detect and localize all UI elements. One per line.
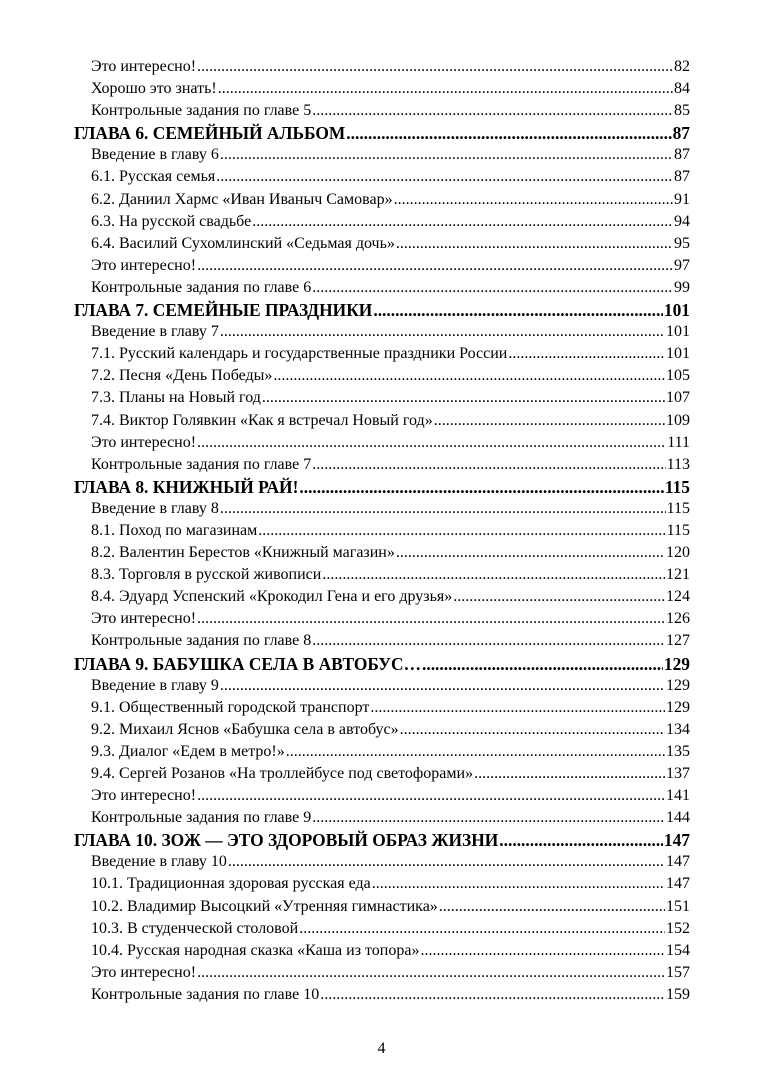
toc-page-number: 94 xyxy=(674,212,690,230)
toc-entry[interactable] xyxy=(74,962,690,984)
toc-title: Хорошо это знать! xyxy=(91,80,217,98)
dot-leader xyxy=(197,962,665,984)
toc-entry[interactable] xyxy=(74,78,690,100)
dot-leader xyxy=(220,321,665,343)
toc-page-number: 135 xyxy=(666,742,690,760)
toc-entry[interactable] xyxy=(74,851,690,873)
toc-entry[interactable] xyxy=(74,675,690,697)
toc-page-number: 137 xyxy=(666,765,690,782)
toc-title: Введение в главу 7 xyxy=(91,323,219,341)
toc-title: 9.1. Общественный городской транспорт xyxy=(91,698,370,716)
toc-title: 6.4. Василий Сухомлинский «Седьмая дочь» xyxy=(91,234,395,252)
toc-entry[interactable] xyxy=(74,807,690,829)
toc-page-number: 87 xyxy=(674,168,690,186)
toc-page-number: 115 xyxy=(664,476,690,497)
toc-entry[interactable] xyxy=(74,630,690,652)
toc-page-number: 151 xyxy=(666,897,690,915)
toc-entry[interactable] xyxy=(74,277,690,299)
toc-page-number: 127 xyxy=(666,632,690,650)
toc-page-number: 113 xyxy=(666,455,690,473)
dot-leader xyxy=(346,122,671,144)
toc-entry[interactable] xyxy=(74,763,690,785)
dot-leader xyxy=(422,653,663,675)
dot-leader xyxy=(474,763,665,785)
toc-page-number: 115 xyxy=(666,499,690,517)
dot-leader xyxy=(258,520,665,542)
dot-leader xyxy=(197,608,665,630)
toc-entry[interactable] xyxy=(74,410,690,432)
toc-page-number: 141 xyxy=(666,787,690,805)
dot-leader xyxy=(299,476,663,498)
dot-leader xyxy=(262,387,665,409)
toc-page-number: 91 xyxy=(674,190,690,208)
dot-leader xyxy=(197,56,673,78)
toc-title: Введение в главу 10 xyxy=(91,853,227,871)
dot-leader xyxy=(370,697,665,719)
toc-title: 6.2. Даниил Хармс «Иван Иваныч Самовар» xyxy=(91,190,393,208)
toc-title: Это интересно! xyxy=(91,433,197,451)
toc-entry[interactable] xyxy=(74,741,690,763)
toc-page-number: 121 xyxy=(666,566,690,584)
dot-leader xyxy=(499,829,663,851)
toc-title: ГЛАВА 10. ЗОЖ — ЭТО ЗДОРОВЫЙ ОБРАЗ ЖИЗНИ xyxy=(74,830,499,851)
toc-page-number: 115 xyxy=(666,521,690,539)
dot-leader xyxy=(320,984,665,1006)
toc-title: 9.2. Михаил Яснов «Бабушка села в автобус» xyxy=(91,720,399,738)
toc-title: Контрольные задания по главе 9 xyxy=(91,809,312,827)
toc-page-number: 82 xyxy=(674,58,690,75)
toc-entry[interactable] xyxy=(74,255,690,277)
table-of-contents xyxy=(74,56,690,1006)
toc-title: ГЛАВА 6. СЕМЕЙНЫЙ АЛЬБОМ xyxy=(74,123,346,144)
toc-entry[interactable] xyxy=(74,719,690,741)
dot-leader xyxy=(312,277,673,299)
toc-entry[interactable] xyxy=(74,984,690,1006)
toc-page-number: 134 xyxy=(666,720,690,738)
toc-title: ГЛАВА 7. СЕМЕЙНЫЕ ПРАЗДНИКИ xyxy=(74,300,373,321)
toc-title: 10.3. В студенческой столовой xyxy=(91,919,299,937)
toc-title: Это интересно! xyxy=(91,256,197,274)
toc-entry[interactable] xyxy=(74,896,690,918)
toc-entry[interactable] xyxy=(74,56,690,78)
toc-page-number: 109 xyxy=(666,411,690,429)
toc-entry[interactable] xyxy=(74,454,690,476)
dot-leader xyxy=(439,896,665,918)
toc-page-number: 111 xyxy=(667,433,690,451)
dot-leader xyxy=(434,410,665,432)
toc-title: 7.2. Песня «День Победы» xyxy=(91,367,273,385)
dot-leader xyxy=(197,255,673,277)
toc-chapter-heading[interactable] xyxy=(74,299,690,321)
toc-title: Это интересно! xyxy=(91,963,197,981)
toc-title: 7.4. Виктор Голявкин «Как я встречал Новый год» xyxy=(91,411,433,429)
toc-page-number: 99 xyxy=(674,278,690,296)
dot-leader xyxy=(220,498,666,520)
dot-leader xyxy=(197,785,665,807)
toc-page-number: 101 xyxy=(663,300,690,321)
toc-page-number: 101 xyxy=(666,323,690,341)
toc-title: Контрольные задания по главе 10 xyxy=(91,985,320,1003)
dot-leader xyxy=(394,189,673,211)
toc-title: Это интересно! xyxy=(91,787,197,805)
toc-entry[interactable] xyxy=(74,211,690,233)
toc-page-number: 129 xyxy=(666,676,690,694)
toc-entry[interactable] xyxy=(74,432,690,454)
dot-leader xyxy=(312,630,665,652)
dot-leader xyxy=(400,719,665,741)
dot-leader xyxy=(312,807,665,829)
toc-page-number: 147 xyxy=(663,830,690,851)
toc-page-number: 97 xyxy=(674,256,690,274)
toc-title: ГЛАВА 9. БАБУШКА СЕЛА В АВТОБУС… xyxy=(74,653,422,674)
toc-page-number: 105 xyxy=(666,367,690,385)
toc-title: Контрольные задания по главе 6 xyxy=(91,278,312,296)
toc-page-number: 107 xyxy=(666,389,690,407)
toc-chapter-heading[interactable] xyxy=(74,122,690,144)
toc-chapter-heading[interactable] xyxy=(74,476,690,498)
toc-entry[interactable] xyxy=(74,100,690,122)
toc-page-number: 95 xyxy=(674,234,690,252)
dot-leader xyxy=(216,166,673,188)
toc-title: 8.1. Поход по магазинам xyxy=(91,521,258,539)
page-number: 4 xyxy=(377,1040,386,1057)
dot-leader xyxy=(420,940,665,962)
toc-page-number: 159 xyxy=(666,985,690,1003)
toc-entry[interactable] xyxy=(74,189,690,211)
toc-entry[interactable] xyxy=(74,144,690,166)
toc-title: Введение в главу 9 xyxy=(91,676,219,694)
toc-title: 7.3. Планы на Новый год xyxy=(91,389,261,407)
toc-title: 8.3. Торговля в русской живописи xyxy=(91,566,322,584)
toc-title: Введение в главу 8 xyxy=(91,499,219,517)
toc-page-number: 157 xyxy=(666,963,690,981)
toc-entry[interactable] xyxy=(74,564,690,586)
toc-chapter-heading[interactable] xyxy=(74,829,690,851)
dot-leader xyxy=(220,675,665,697)
toc-page-number: 147 xyxy=(666,853,690,871)
dot-leader xyxy=(228,851,665,873)
toc-page-number: 85 xyxy=(674,102,690,120)
dot-leader xyxy=(286,741,665,763)
toc-title: 9.3. Диалог «Едем в метро!» xyxy=(91,742,285,760)
toc-page-number: 152 xyxy=(666,919,690,937)
toc-title: Контрольные задания по главе 5 xyxy=(91,102,312,120)
toc-entry[interactable] xyxy=(74,873,690,895)
toc-entry[interactable] xyxy=(74,785,690,807)
toc-entry[interactable] xyxy=(74,498,690,520)
dot-leader xyxy=(312,100,673,122)
toc-entry[interactable] xyxy=(74,918,690,940)
toc-page-number: 101 xyxy=(666,345,690,363)
toc-entry[interactable] xyxy=(74,321,690,343)
toc-title: 6.1. Русская семья xyxy=(91,168,216,186)
toc-entry[interactable] xyxy=(74,697,690,719)
toc-title: ГЛАВА 8. КНИЖНЫЙ РАЙ! xyxy=(74,476,299,497)
toc-entry[interactable] xyxy=(74,166,690,188)
dot-leader xyxy=(220,144,673,166)
toc-chapter-heading[interactable] xyxy=(74,653,690,675)
dot-leader xyxy=(508,343,665,365)
toc-entry[interactable] xyxy=(74,365,690,387)
toc-entry[interactable] xyxy=(74,343,690,365)
toc-title: 10.4. Русская народная сказка «Каша из топора» xyxy=(91,941,420,959)
toc-title: 6.3. На русской свадьбе xyxy=(91,212,252,230)
toc-title: Контрольные задания по главе 8 xyxy=(91,632,312,650)
toc-page-number: 154 xyxy=(666,941,690,959)
toc-page-number: 120 xyxy=(666,544,690,562)
dot-leader xyxy=(197,432,666,454)
toc-entry[interactable] xyxy=(74,608,690,630)
toc-entry[interactable] xyxy=(74,542,690,564)
dot-leader xyxy=(322,564,665,586)
dot-leader xyxy=(453,586,665,608)
toc-entry[interactable] xyxy=(74,520,690,542)
toc-page-number: 129 xyxy=(666,698,690,716)
toc-title: 8.2. Валентин Берестов «Книжный магазин» xyxy=(91,544,395,562)
toc-entry[interactable] xyxy=(74,586,690,608)
toc-title: 8.4. Эдуард Успенский «Крокодил Гена и его друзья» xyxy=(91,588,453,606)
toc-page-number: 87 xyxy=(672,123,690,144)
toc-title: Это интересно! xyxy=(91,610,197,628)
toc-entry[interactable] xyxy=(74,387,690,409)
dot-leader xyxy=(312,454,665,476)
toc-page-number: 129 xyxy=(663,653,690,674)
toc-page-number: 87 xyxy=(674,146,690,164)
toc-title: 10.2. Владимир Высоцкий «Утренняя гимнастика» xyxy=(91,897,438,915)
dot-leader xyxy=(396,233,673,255)
toc-entry[interactable] xyxy=(74,233,690,255)
dot-leader xyxy=(299,918,665,940)
toc-title: Это интересно! xyxy=(91,58,197,75)
toc-page-number: 126 xyxy=(666,610,690,628)
toc-entry[interactable] xyxy=(74,940,690,962)
toc-page-number: 147 xyxy=(666,875,690,893)
dot-leader xyxy=(273,365,665,387)
toc-page-number: 144 xyxy=(666,809,690,827)
toc-title: 10.1. Традиционная здоровая русская еда xyxy=(91,875,371,893)
dot-leader xyxy=(218,78,673,100)
dot-leader xyxy=(252,211,673,233)
toc-title: Введение в главу 6 xyxy=(91,146,219,164)
dot-leader xyxy=(372,873,665,895)
toc-page-number: 124 xyxy=(666,588,690,606)
toc-title: 9.4. Сергей Розанов «На троллейбусе под светофорами» xyxy=(91,765,474,782)
toc-title: Контрольные задания по главе 7 xyxy=(91,455,312,473)
toc-page-number: 84 xyxy=(674,80,690,98)
toc-title: 7.1. Русский календарь и государственные праздники России xyxy=(91,345,508,363)
dot-leader xyxy=(373,299,663,321)
dot-leader xyxy=(396,542,665,564)
